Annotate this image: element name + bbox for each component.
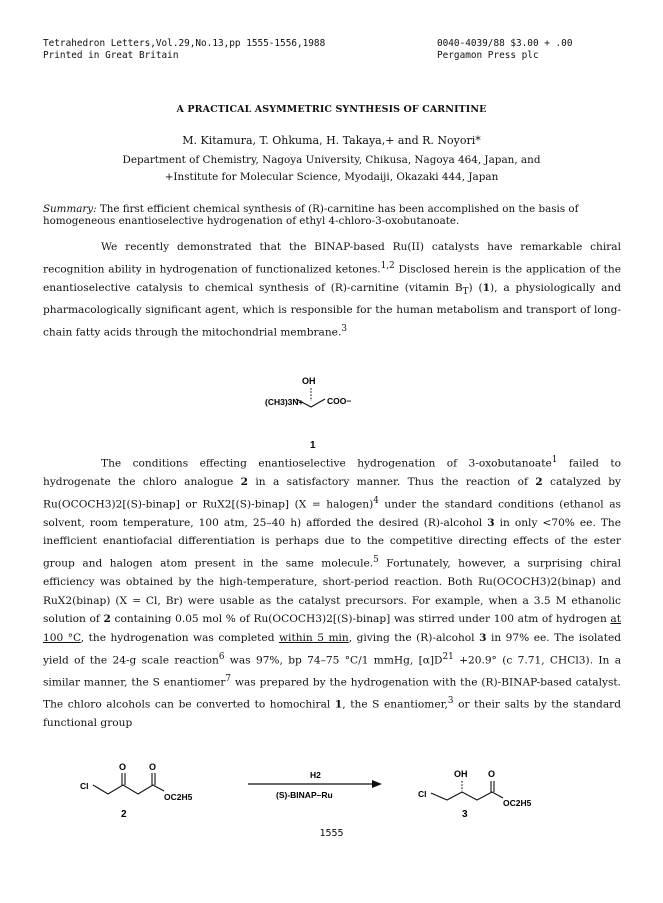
superscript: 21 <box>442 651 454 662</box>
text: failed to hydrogenate the chloro analogue <box>43 457 621 489</box>
paper-title: A PRACTICAL ASYMMETRIC SYNTHESIS OF CARNITINE <box>176 104 487 115</box>
citation: 7 <box>225 673 232 684</box>
compound-2-structure <box>80 762 193 820</box>
compound-label-3: 3 <box>462 809 468 820</box>
chain <box>93 785 164 794</box>
text: , the hydrogenation was completed <box>80 631 279 644</box>
hydroxyl-label: OH <box>454 769 468 779</box>
hydroxyl-label: OH <box>302 376 316 386</box>
text: Disclosed herein is the application of the enantioselective catalysis to chemical synthesis of (R)-carnitine (vitamin B <box>43 263 621 294</box>
summary-text: The first efficient chemical synthesis of (R)-carnitine has been accomplished on the basis of homogeneous enantioselective hydrogenation of ethyl 4-chloro-3-oxobutanoate. <box>43 203 579 227</box>
compound-label-1: 1 <box>310 440 316 451</box>
compound-ref: 1 <box>334 698 343 711</box>
compound-ref: 2 <box>535 476 543 489</box>
journal-citation: Tetrahedron Letters,Vol.29,No.13,pp 1555-1556,1988 <box>43 38 326 49</box>
text: in only <70% ee. The inefficient enantiofacial differentiation is perhaps due to the competitive directing effects of the ester group and halogen atom present in the same molecule. <box>43 516 622 570</box>
summary-label: Summary: <box>43 203 97 215</box>
text: or their salts by the standard functional group <box>43 698 621 729</box>
underlined-text: at 100 °C <box>43 613 621 644</box>
chlorine-label: Cl <box>80 781 89 791</box>
author-list: M. Kitamura, T. Ohkuma, H. Takaya,+ and R. Noyori* <box>182 134 481 147</box>
compound-ref: 2 <box>103 613 111 626</box>
ethoxy-label: OC2H5 <box>503 798 532 808</box>
affiliation-2: +Institute for Molecular Science, Myodaiji, Okazaki 444, Japan <box>164 171 499 183</box>
text: containing 0.05 mol % of Ru(OCOCH3)2[(S)-binap] was stirred under 100 atm of hydrogen <box>110 613 611 626</box>
issn-price: 0040-4039/88 $3.00 + .00 <box>437 38 573 49</box>
chain <box>431 792 503 800</box>
affiliation-1: Department of Chemistry, Nagoya University, Chikusa, Nagoya 464, Japan, and <box>122 154 541 166</box>
text: , the S enantiomer, <box>342 698 448 711</box>
text: catalyzed by Ru(OCOCH3)2[(S)-binap] or RuX2[(S)-binap] (X = halogen) <box>43 476 621 511</box>
citation: 4 <box>373 495 379 506</box>
subscript: T <box>462 286 469 297</box>
citation: 3 <box>341 324 347 335</box>
text: ) ( <box>468 281 483 294</box>
compound-label-2: 2 <box>121 809 127 820</box>
text: was prepared by the hydrogenation with the (R)-BINAP-based catalyst. The chloro alcohols can be converted to homochiral <box>43 676 622 711</box>
text: We recently demonstrated that the BINAP-based Ru(II) catalysts have remarkable chiral recognition ability in hydrogenation of functionalized ketones. <box>43 241 621 276</box>
reagent-hydrogen: H2 <box>310 770 321 780</box>
arrow-head <box>372 780 382 788</box>
text: ), a physiologically and pharmacologically significant agent, which is responsible for the human metabolism and transport of long-chain fatty acids through the mitochondrial membrane. <box>43 281 622 339</box>
printed-in: Printed in Great Britain <box>43 50 179 61</box>
publisher: Pergamon Press plc <box>437 50 539 61</box>
text: +20.9° (c 7.71, CHCl3). In a similar manner, the S enantiomer <box>43 654 622 689</box>
citation: 1,2 <box>380 260 395 271</box>
compound-3-structure <box>418 769 532 820</box>
citation: 3 <box>447 695 454 706</box>
compound-ref: 3 <box>487 516 495 529</box>
oxygen-label: O <box>488 769 496 779</box>
text: The conditions effecting enantioselective hydrogenation of 3-oxobutanoate <box>101 457 552 470</box>
text: was 97%, bp 74–75 °C/1 mmHg, [α]D <box>224 654 443 667</box>
text: in 97% ee. The isolated yield of the 24-g scale reaction <box>43 631 621 667</box>
compound-ref: 3 <box>479 631 487 644</box>
text: Fortunately, however, a surprising chiral efficiency was obtained by the high-temperature, short-period reaction. Both Ru(OCOCH3)2(binap) and RuX2(binap) (X = Cl, Br) were usable as the catalyst precursors. For example, when a 3.5 M ethanolic solution of <box>43 557 621 626</box>
citation: 1 <box>551 455 558 465</box>
oxygen-label: O <box>119 762 127 772</box>
compound-ref: 1 <box>482 281 491 294</box>
catalyst-label: (S)-BINAP–Ru <box>276 790 333 800</box>
reaction-arrow <box>248 770 382 800</box>
ammonium-label: (CH3)3N+ <box>265 397 304 407</box>
citation: 6 <box>218 651 225 662</box>
oxygen-label: O <box>149 762 157 772</box>
underlined-text: within 5 min <box>278 631 349 644</box>
citation: 5 <box>373 555 379 566</box>
ethoxy-label: OC2H5 <box>164 792 193 802</box>
text: under the standard conditions (ethanol as solvent, room temperature, 100 atm, 25–40 h) afforded the desired (R)-alcohol <box>43 498 621 529</box>
carboxylate-label: COO− <box>327 396 352 406</box>
chlorine-label: Cl <box>418 789 427 799</box>
page-number: 1555 <box>319 828 344 839</box>
text: in a satisfactory manner. Thus the reaction of <box>248 476 536 489</box>
compound-ref: 2 <box>240 476 248 489</box>
text: , giving the (R)-alcohol <box>348 631 480 644</box>
